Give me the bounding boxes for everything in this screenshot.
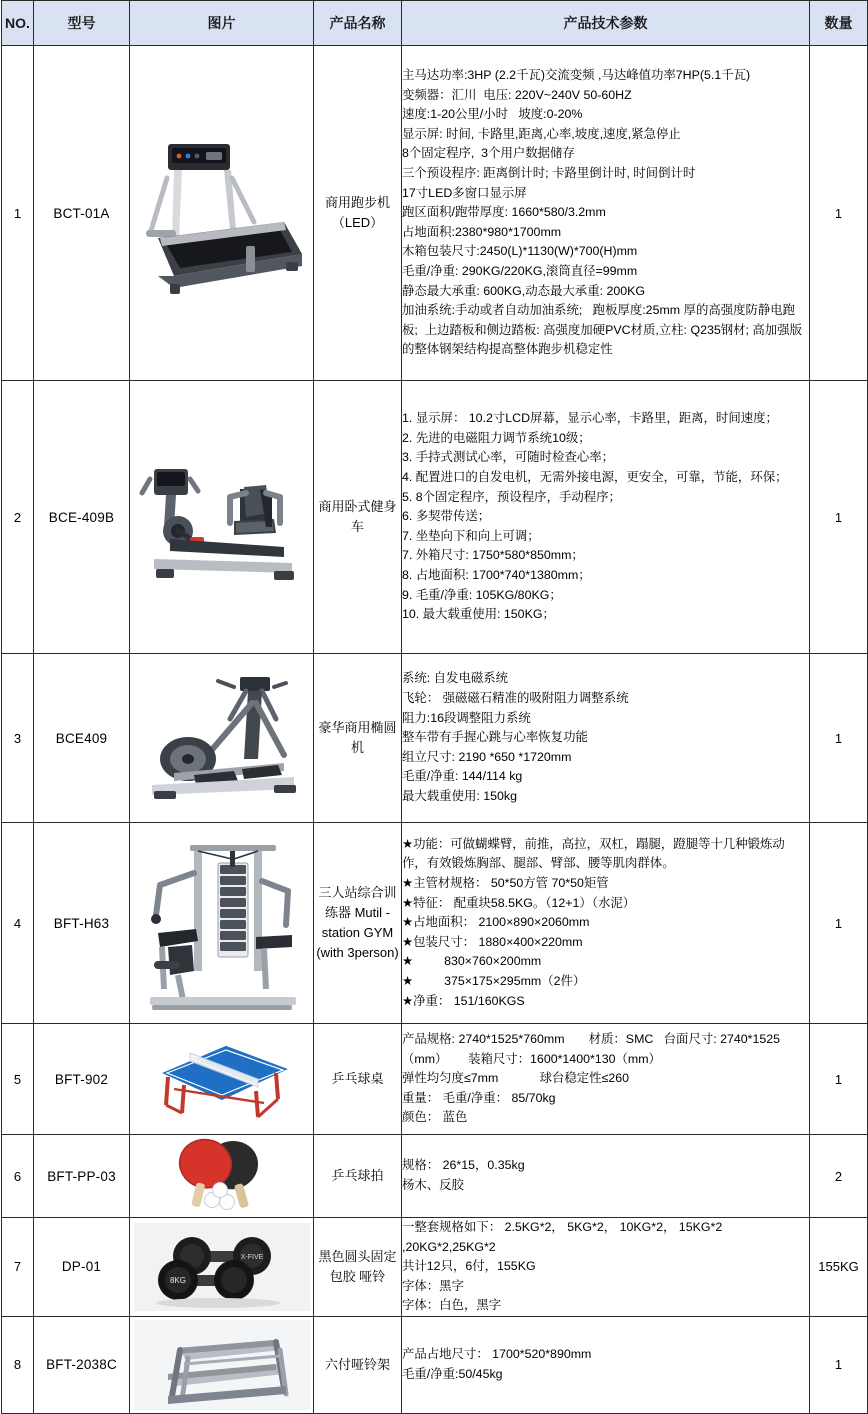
spec-line: 毛重/净重: 290KG/220KG,滚筒直径=99mm (402, 263, 638, 278)
row-model: BCE409 (34, 654, 130, 823)
table-tennis-racket-icon (130, 1138, 313, 1214)
row-image (130, 823, 314, 1024)
row-image (130, 1218, 314, 1317)
spec-line: 毛重/净重: 144/114 kg (402, 769, 523, 784)
row-image (130, 1024, 314, 1135)
row-quantity: 1 (810, 1024, 868, 1135)
spec-line: 三个预设程序: 距离倒计时; 卡路里倒计时, 时间倒计时 (402, 166, 696, 181)
table-row (2, 381, 868, 654)
row-quantity: 1 (810, 823, 868, 1024)
column-header-product-name: 产品名称 (314, 1, 402, 46)
spec-line: 静态最大承重: 600KG,动态最大承重: 200KG (402, 283, 646, 298)
spec-line: 阻力:16段调整阻力系统 (402, 710, 531, 725)
svg-text:X-FIVE: X-FIVE (240, 1253, 263, 1261)
row-product-name: 豪华商用椭圆机 (314, 654, 402, 823)
table-row (2, 1024, 868, 1135)
row-image (130, 1316, 314, 1413)
spec-line: 4. 配置进口的自发电机，无需外接电源，更安全，可靠，节能，环保； (402, 470, 788, 485)
spec-line: 9. 毛重/净重: 105KG/80KG； (402, 587, 562, 602)
row-quantity: 1 (810, 381, 868, 654)
row-specs (402, 1135, 810, 1218)
table-row (2, 823, 868, 1024)
spec-line: ★ 375×175×295mm（2件） (402, 973, 586, 988)
row-specs (402, 1316, 810, 1413)
spec-line: 木箱包装尺寸:2450(L)*1130(W)*700(H)mm (402, 244, 638, 259)
row-specs (402, 1218, 810, 1317)
multi-station-gym-icon (130, 829, 313, 1017)
row-specs (402, 1024, 810, 1135)
table-body (2, 46, 868, 1414)
row-product-name: 三人站综合训练器 Mutil - station GYM (with 3person) (314, 823, 402, 1024)
spec-line: 变频器：汇川 电压: 220V~240V 50-60HZ (402, 87, 632, 102)
row-quantity: 1 (810, 46, 868, 381)
spec-line: 字体：黑字 (402, 1278, 464, 1293)
row-product-name: 乒乓球拍 (314, 1135, 402, 1218)
spec-line: 整车带有手握心跳与心率恢复功能 (402, 730, 588, 745)
spec-line: 颜色： 蓝色 (402, 1110, 468, 1125)
row-number: 7 (2, 1218, 34, 1317)
row-specs (402, 823, 810, 1024)
spec-line: 1. 显示屏： 10.2寸LCD屏幕，显示心率，卡路里，距离，时间速度； (402, 411, 778, 426)
row-product-name: 黑色圆头固定包胶 哑铃 (314, 1218, 402, 1317)
row-model: BFT-902 (34, 1024, 130, 1135)
table-row (2, 1135, 868, 1218)
row-product-name: 乒乓球桌 (314, 1024, 402, 1135)
table-row (2, 654, 868, 823)
spec-line: 重量： 毛重/净重： 85/70kg (402, 1090, 556, 1105)
table-row (2, 1316, 868, 1413)
table-tennis-table-icon (130, 1029, 313, 1129)
spec-line: 速度:1-20公里/小时 坡度:0-20% (402, 107, 583, 122)
row-number: 3 (2, 654, 34, 823)
spec-line: 共计12只，6付，155KG (402, 1259, 536, 1274)
spec-line: 17寸LED多窗口显示屏 (402, 185, 527, 200)
row-image (130, 654, 314, 823)
spec-line: ★包装尺寸： 1880×400×220mm (402, 934, 583, 949)
spec-line: 7. 坐垫向下和向上可调； (402, 528, 540, 543)
spec-line: ★功能：可做蝴蝶臂，前推，高拉，双杠，蹋腿，蹬腿等十几种锻炼动作，有效锻炼胸部、腿部、臂部、腰等肌肉群体。 (402, 836, 785, 871)
row-image (130, 1135, 314, 1218)
row-quantity: 1 (810, 654, 868, 823)
row-quantity: 2 (810, 1135, 868, 1218)
row-number: 5 (2, 1024, 34, 1135)
row-product-name: 六付哑铃架 (314, 1316, 402, 1413)
column-header-no: NO. (2, 1, 34, 46)
product-table (1, 0, 868, 1414)
spec-line: ★占地面积： 2100×890×2060mm (402, 915, 590, 930)
dumbbell-set-icon (130, 1223, 313, 1311)
spec-line: 组立尺寸: 2190 *650 *1720mm (402, 749, 572, 764)
spec-line: ★特征： 配重块58.5KG。（12+1）（水泥） (402, 895, 636, 910)
table-header (2, 1, 868, 46)
spec-line: 8个固定程序, 3个用户数据储存 (402, 146, 575, 161)
row-image (130, 381, 314, 654)
table-header-row (2, 1, 868, 46)
spec-line: 规格： 26*15，0.35kg (402, 1158, 525, 1173)
table-row (2, 1218, 868, 1317)
row-specs (402, 381, 810, 654)
spec-line: 6. 多契带传送； (402, 509, 491, 524)
spec-line: 字体：白色，黑字 (402, 1298, 502, 1313)
spec-line: 加油系统:手动或者自动加油系统; 跑板厚度:25mm 厚的高强度防静电跑板; 上边踏板和侧边踏板: 高强度加硬PVC材质,立柱: Q235钢材; 高加强版的整体钢架结构提高整体跑步机稳定性 (402, 303, 802, 357)
column-header-model: 型号 (34, 1, 130, 46)
row-number: 8 (2, 1316, 34, 1413)
spec-line: 10. 最大载重使用: 150KG； (402, 607, 555, 622)
spec-line: 显示屏: 时间, 卡路里,距离,心率,坡度,速度,紧急停止 (402, 126, 681, 141)
spec-line: 3. 手持式测试心率，可随时检查心率； (402, 450, 615, 465)
spec-line: 毛重/净重:50/45kg (402, 1366, 503, 1381)
elliptical-machine-icon (130, 663, 313, 813)
dumbbell-rack-icon (130, 1320, 313, 1410)
row-product-name: 商用跑步机（LED） (314, 46, 402, 381)
row-model: BCE-409B (34, 381, 130, 654)
spec-line: 占地面积:2380*980*1700mm (402, 224, 562, 239)
spec-line: 产品规格: 2740*1525*760mm 材质：SMC 台面尺寸: 2740*1525（mm） 装箱尺寸：1600*1400*130（mm） (402, 1032, 781, 1066)
row-model: BCT-01A (34, 46, 130, 381)
spec-line: 5. 8个固定程序，预设程序，手动程序； (402, 489, 621, 504)
row-model: BFT-H63 (34, 823, 130, 1024)
spec-line: 8. 占地面积: 1700*740*1380mm； (402, 567, 591, 582)
spec-line: 2. 先进的电磁阻力调节系统10级； (402, 430, 591, 445)
spec-line: 产品占地尺寸： 1700*520*890mm (402, 1347, 592, 1362)
row-number: 4 (2, 823, 34, 1024)
row-image (130, 46, 314, 381)
spec-line: ★主管材规格： 50*50方管 70*50矩管 (402, 876, 609, 891)
row-number: 1 (2, 46, 34, 381)
row-product-name: 商用卧式健身车 (314, 381, 402, 654)
spec-line: 7. 外箱尺寸: 1750*580*850mm； (402, 548, 584, 563)
spec-line: 杨木、反胶 (402, 1178, 464, 1192)
spec-line: 主马达功率:3HP (2.2千瓦)交流变频 ,马达峰值功率7HP(5.1千瓦) (402, 68, 751, 83)
spec-line: 飞轮： 强磁磁石精准的吸附阻力调整系统 (402, 691, 629, 706)
spec-line: ★净重： 151/160KGS (402, 993, 525, 1008)
spec-line: 跑区面积/跑带厚度: 1660*580/3.2mm (402, 205, 606, 220)
treadmill-icon (130, 126, 313, 301)
row-number: 2 (2, 381, 34, 654)
row-specs (402, 654, 810, 823)
row-model: BFT-2038C (34, 1316, 130, 1413)
row-model: BFT-PP-03 (34, 1135, 130, 1218)
row-quantity: 155KG (810, 1218, 868, 1317)
row-model: DP-01 (34, 1218, 130, 1317)
row-number: 6 (2, 1135, 34, 1218)
spec-line: ★ 830×760×200mm (402, 954, 542, 969)
column-header-specs: 产品技术参数 (402, 1, 810, 46)
row-quantity: 1 (810, 1316, 868, 1413)
column-header-image: 图片 (130, 1, 314, 46)
row-specs (402, 46, 810, 381)
recumbent-bike-icon (130, 427, 313, 607)
column-header-quantity: 数量 (810, 1, 868, 46)
spec-line: 一整套规格如下： 2.5KG*2， 5KG*2， 10KG*2， 15KG*2 ,20KG*2,25KG*2 (402, 1220, 726, 1254)
table-row (2, 46, 868, 381)
spec-line: 弹性均匀度≤7mm 球台稳定性≤260 (402, 1071, 630, 1086)
svg-text:8KG: 8KG (169, 1275, 186, 1285)
spec-line: 最大载重使用: 150kg (402, 788, 517, 803)
spec-line: 系统: 自发电磁系统 (402, 671, 509, 686)
